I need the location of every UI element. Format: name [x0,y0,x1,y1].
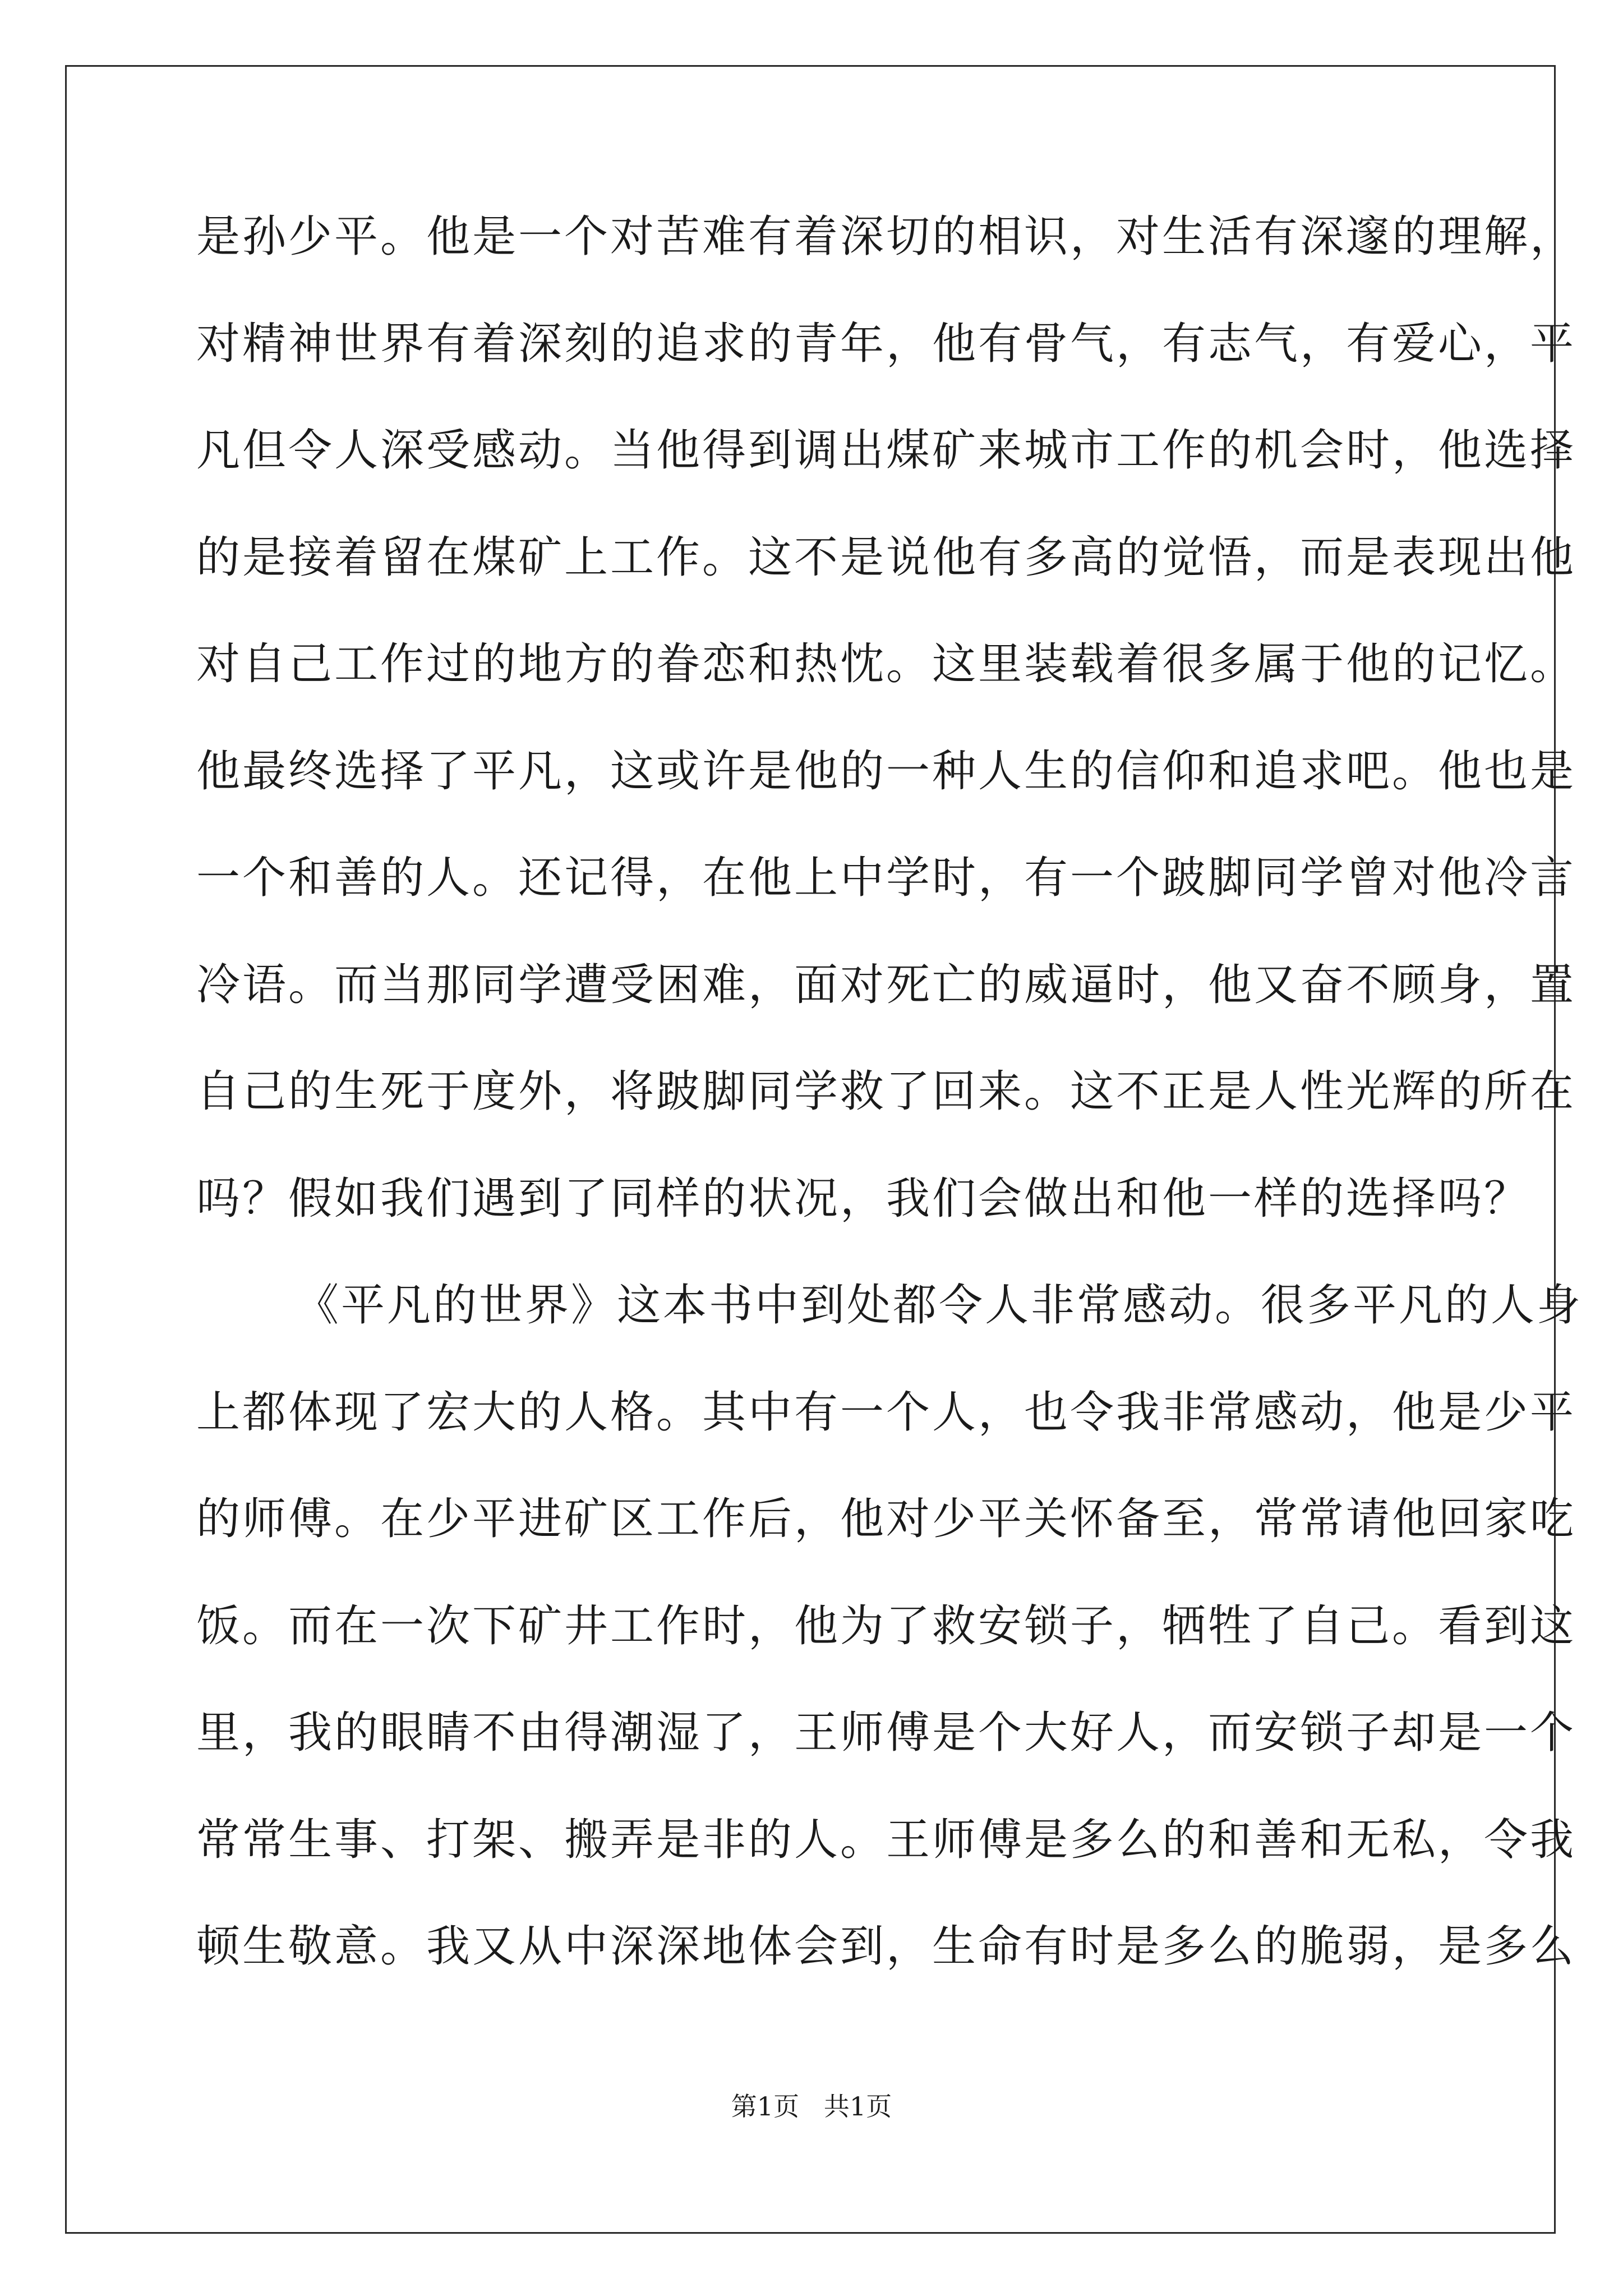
text-line-15: 里，我的眼睛不由得潮湿了，王师傅是个大好人，而安锁子却是一个 [196,1708,1576,1758]
text-line-14: 饭。而在一次下矿井工作时，他为了救安锁子，牺牲了自己。看到这 [196,1600,1576,1651]
text-line-2: 对精神世界有着深刻的追求的青年，他有骨气，有志气，有爱心，平 [196,318,1576,369]
text-line-3: 凡但令人深受感动。当他得到调出煤矿来城市工作的机会时，他选择 [196,425,1576,476]
page-number: 第1页 共1页 [731,2091,892,2122]
text-line-12: 上都体现了宏大的人格。其中有一个人，也令我非常感动，他是少平 [196,1387,1576,1438]
document-body [196,209,1583,2026]
text-line-6: 他最终选择了平凡，这或许是他的一种人生的信仰和追求吧。他也是 [196,746,1576,797]
text-line-10: 吗？假如我们遇到了同样的状况，我们会做出和他一样的选择吗？ [196,1173,1530,1224]
text-line-1: 是孙少平。他是一个对苦难有着深切的相识，对生活有深邃的理解， [196,211,1576,262]
text-line-17: 顿生敬意。我又从中深深地体会到，生命有时是多么的脆弱，是多么 [196,1921,1576,1972]
text-line-8: 冷语。而当那同学遭受困难，面对死亡的威逼时，他又奋不顾身，置 [196,959,1576,1010]
text-line-16: 常常生事、打架、搬弄是非的人。王师傅是多么的和善和无私，令我 [196,1814,1576,1865]
text-line-5: 对自己工作过的地方的眷恋和热忱。这里装载着很多属于他的记忆。 [196,639,1576,689]
text-line-7: 一个和善的人。还记得，在他上中学时，有一个跛脚同学曾对他冷言 [196,853,1576,903]
text-line-13: 的师傅。在少平进矿区工作后，他对少平关怀备至，常常请他回家吃 [196,1494,1576,1544]
text-line-9: 自己的生死于度外，将跛脚同学救了回来。这不正是人性光辉的所在 [196,1066,1576,1117]
text-line-11: 《平凡的世界》这本书中到处都令人非常感动。很多平凡的人身 [295,1280,1583,1331]
text-line-4: 的是接着留在煤矿上工作。这不是说他有多高的觉悟，而是表现出他 [196,532,1576,583]
